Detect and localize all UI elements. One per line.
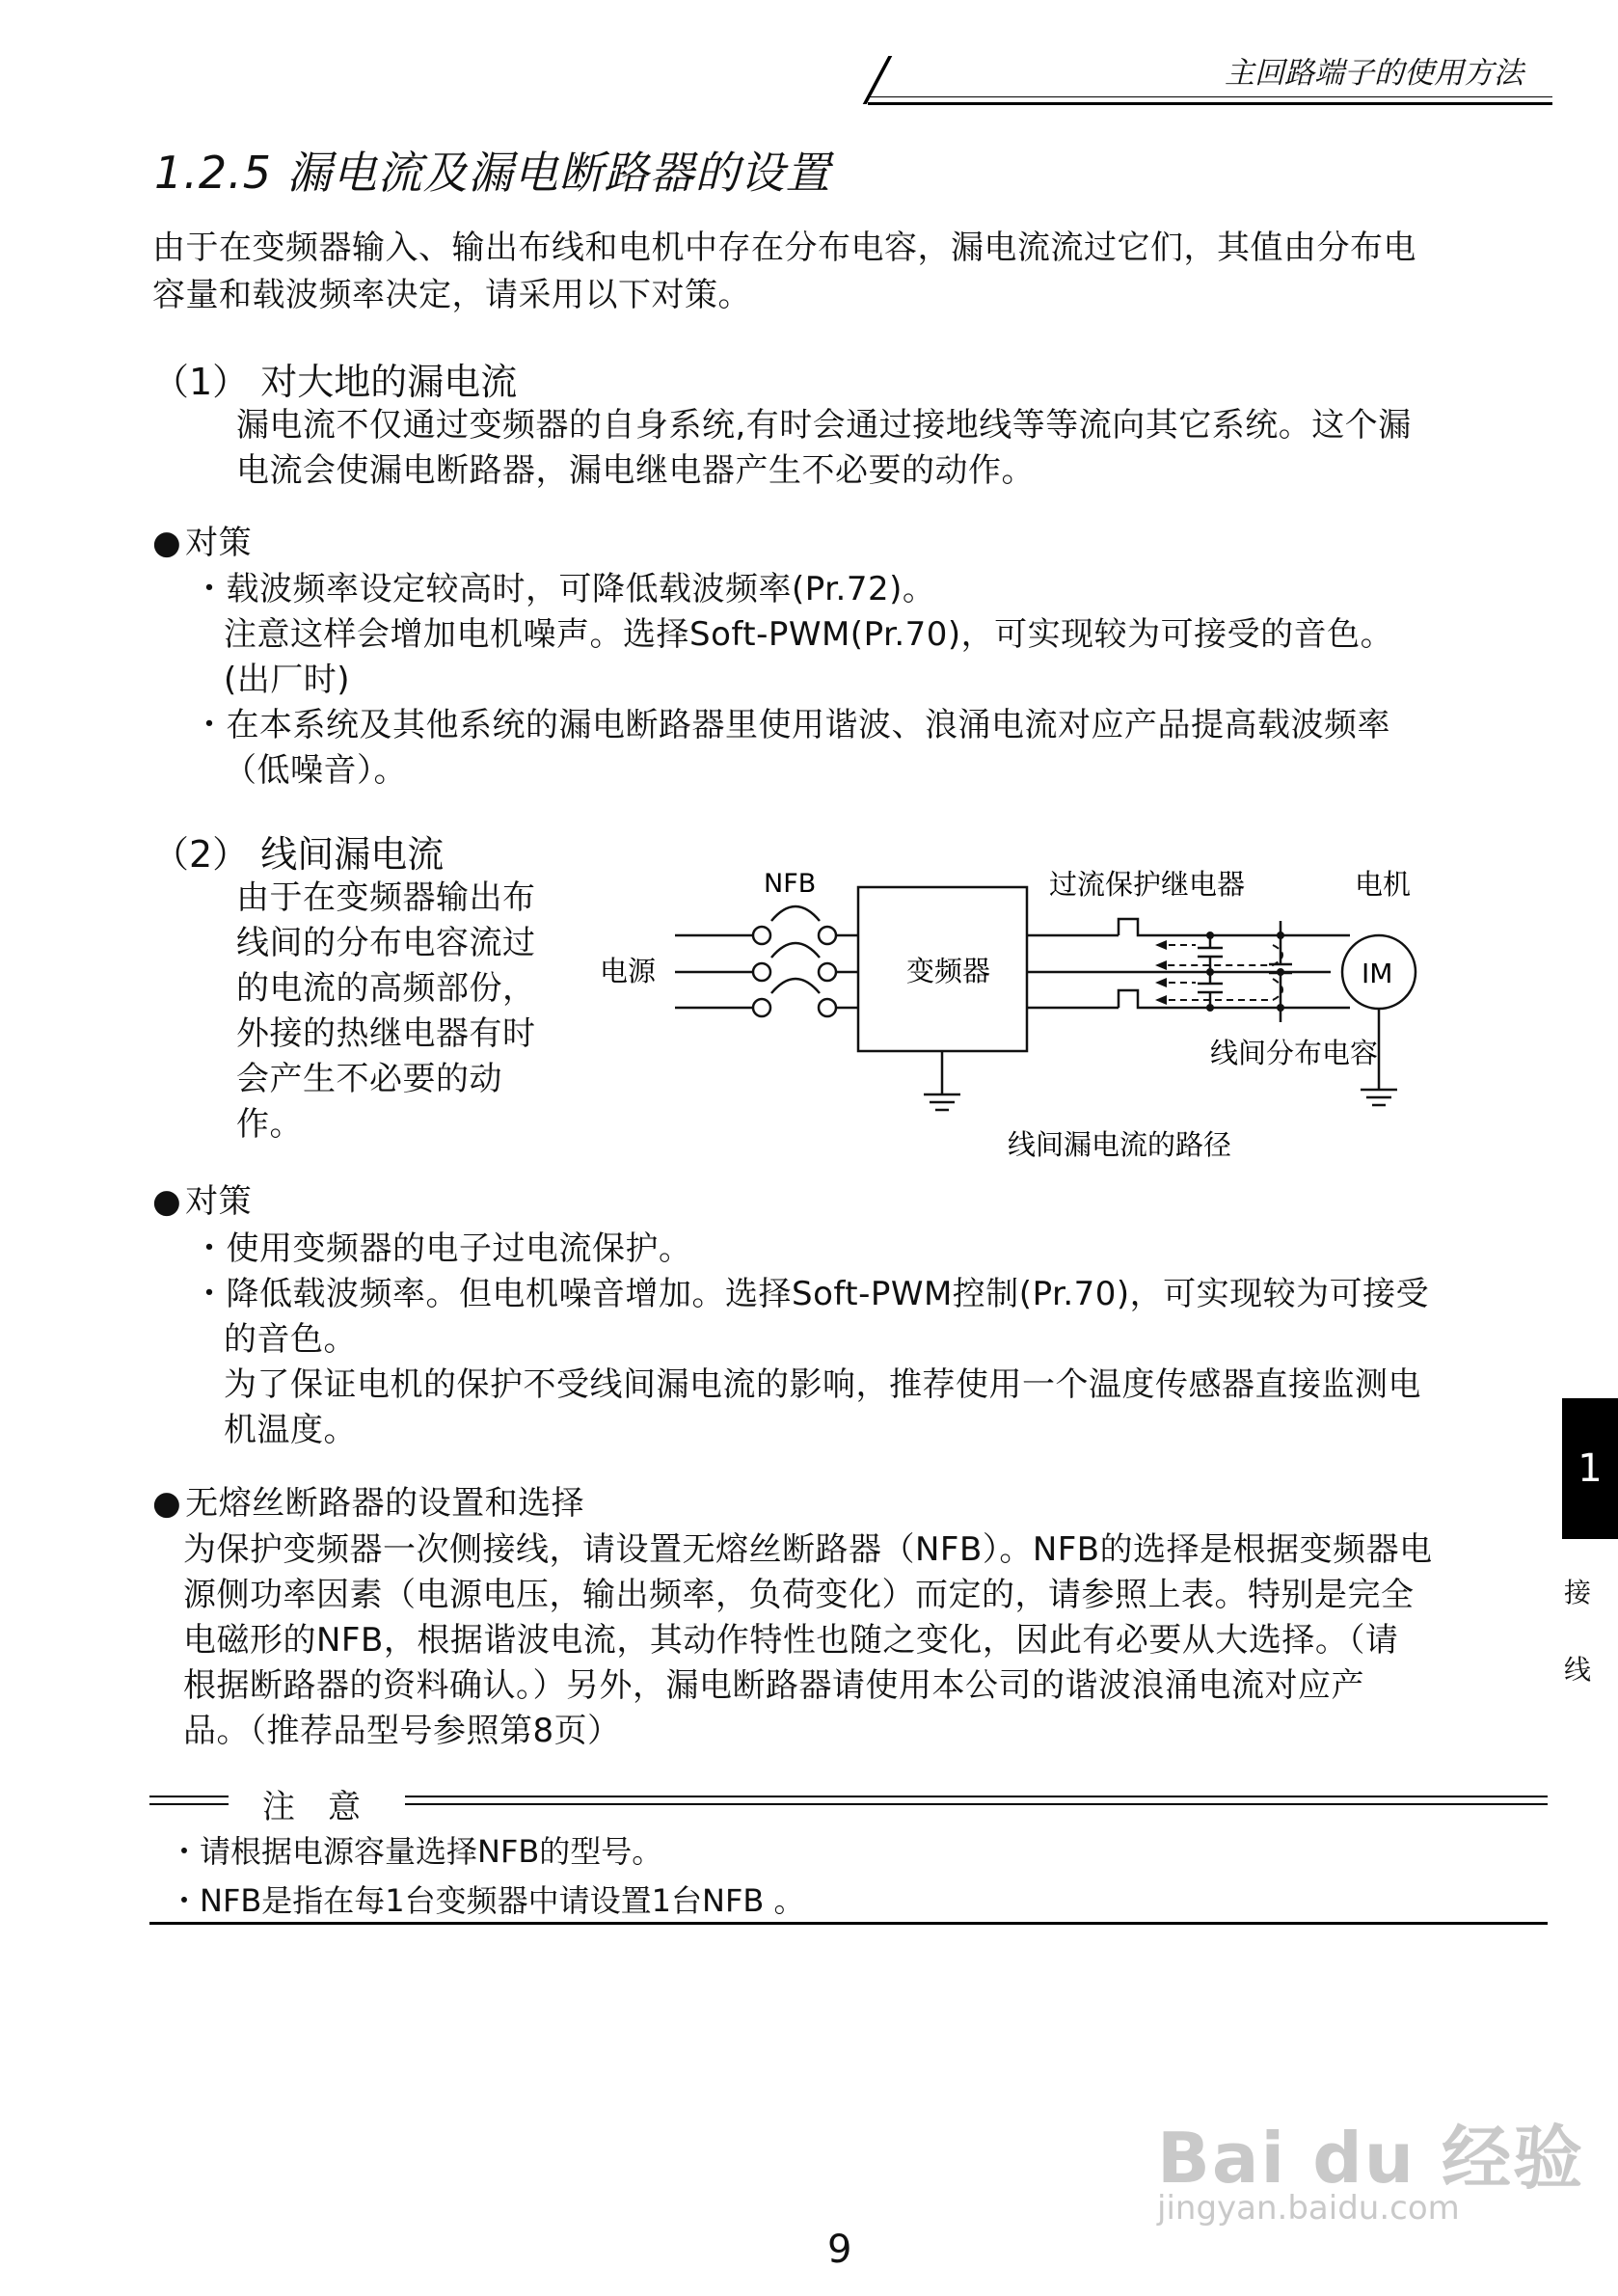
relay-element [1119, 919, 1331, 935]
nfb-contact [753, 927, 770, 944]
measures-2-bullet-2-line-3: 为了保证电机的保护不受线间漏电流的影响，推荐使用一个温度传感器直接监测电 [224, 1365, 1421, 1404]
line-leakage-diagram [579, 863, 1562, 1172]
intro-line-1: 由于在变频器输入、输出布线和电机中存在分布电容，漏电流流过它们，其值由分布电 [152, 229, 1416, 267]
nfb-contact [819, 999, 836, 1016]
page-number: 9 [827, 2228, 852, 2272]
capacitance-label: 线间分布电容 [1210, 1037, 1379, 1069]
subsection-1-body-2: 电流会使漏电断路器，漏电继电器产生不必要的动作。 [236, 451, 1035, 490]
arrow-head [1155, 995, 1167, 1005]
subsection-2-body-line-4: 外接的热继电器有时 [236, 1014, 536, 1053]
subsection-2-body-line-6: 作。 [236, 1105, 303, 1144]
measures-2-bullet-2-line-1: ・降低载波频率。但电机噪音增加。选择Soft-PWM控制(Pr.70)，可实现较为可接受 [193, 1275, 1430, 1313]
measures-1-bullet-2-line-2: （低噪音）。 [224, 751, 407, 790]
diagram-caption: 线间漏电流的路径 [1008, 1128, 1232, 1161]
section-title: 1.2.5 漏电流及漏电断路器的设置 [154, 147, 831, 199]
subsection-2-body-line-1: 由于在变频器输出布 [236, 878, 536, 917]
notice-bottom-rule [149, 1922, 1548, 1925]
power-label: 电源 [600, 955, 657, 987]
nfb-section-line-5: 品。（推荐品型号参照第8页） [183, 1712, 621, 1750]
nfb-section-line-2: 源侧功率因素（电源电压，输出频率，负荷变化）而定的，请参照上表。特别是完全 [183, 1576, 1415, 1614]
measures-2-title: ● 对策 [152, 1179, 252, 1225]
relay-element [1119, 990, 1331, 1008]
header-rule-thin [868, 96, 1552, 97]
watermark-url: jingyan.baidu.com [1157, 2189, 1460, 2228]
measures-1-bullet-1-line-1: ・载波频率设定较高时，可降低载波频率(Pr.72)。 [193, 570, 936, 608]
subsection-2-body-line-5: 会产生不必要的动 [236, 1060, 502, 1098]
measures-1-bullet-1-line-2: 注意这样会增加电机噪声。选择Soft-PWM(Pr.70)，可实现较为可接受的音色。 [224, 615, 1394, 654]
subsection-2-heading: （2） 线间漏电流 [152, 833, 445, 876]
notice-item-1: ・请根据电源容量选择NFB的型号。 [169, 1833, 663, 1870]
notice-rule-right [405, 1796, 1548, 1797]
nfb-section-line-4: 根据断路器的资料确认。）另外，漏电断路器请使用本公司的谐波浪涌电流对应产 [183, 1666, 1364, 1705]
nfb-contact [753, 963, 770, 981]
subsection-2-body-line-2: 线间的分布电容流过 [236, 924, 536, 962]
measures-1-bullet-1-line-3: (出厂时) [224, 661, 351, 699]
nfb-contact [753, 999, 770, 1016]
notice-rule-left [149, 1796, 229, 1797]
nfb-contact [819, 963, 836, 981]
inverter-label: 变频器 [906, 955, 991, 987]
subsection-1-heading: （1） 对大地的漏电流 [152, 361, 518, 403]
subsection-2-body-line-3: 的电流的高频部份， [236, 969, 536, 1008]
nfb-arc [771, 906, 820, 921]
arrow-head [1155, 978, 1167, 987]
chapter-label-top: 接 [1564, 1577, 1592, 1608]
nfb-contact [819, 927, 836, 944]
notice-rule-left [149, 1803, 229, 1805]
chapter-tab: 1 [1562, 1398, 1618, 1539]
header-rule [868, 102, 1552, 105]
measures-2-bullet-2-line-4: 机温度。 [224, 1411, 357, 1449]
measures-2-bullet-1: ・使用变频器的电子过电流保护。 [193, 1229, 692, 1268]
relay-label: 过流保护继电器 [1049, 868, 1246, 901]
subsection-1-body-1: 漏电流不仅通过变频器的自身系统,有时会通过接地线等等流向其它系统。这个漏 [236, 406, 1412, 445]
nfb-arc [771, 979, 820, 993]
header-title: 主回路端子的使用方法 [1225, 56, 1524, 91]
im-label: IM [1362, 958, 1393, 989]
leakage-path [1157, 979, 1282, 1000]
measures-1-title: ● 对策 [152, 521, 252, 566]
measures-1-bullet-2-line-1: ・在本系统及其他系统的漏电断路器里使用谐波、浪涌电流对应产品提高载波频率 [193, 706, 1390, 744]
nfb-section-line-1: 为保护变频器一次侧接线，请设置无熔丝断路器（NFB）。NFB的选择是根据变频器电 [183, 1530, 1433, 1569]
notice-rule-right [405, 1803, 1548, 1805]
measures-2-bullet-2-line-2: 的音色。 [224, 1320, 357, 1359]
motor-label: 电机 [1355, 868, 1412, 901]
chapter-label-bottom: 线 [1564, 1654, 1592, 1686]
nfb-label: NFB [764, 869, 817, 899]
arrow-head [1155, 940, 1167, 950]
nfb-arc [771, 943, 820, 958]
notice-title: 注 意 [262, 1788, 361, 1826]
intro-line-2: 容量和载波频率决定，请采用以下对策。 [152, 276, 751, 314]
watermark-brand: Bai du 经验 [1157, 2118, 1585, 2199]
nfb-section-line-3: 电磁形的NFB，根据谐波电流，其动作特性也随之变化，因此有必要从大选择。（请 [183, 1621, 1399, 1660]
notice-item-2: ・NFB是指在每1台变频器中请设置1台NFB 。 [169, 1882, 805, 1919]
arrow-head [1155, 960, 1167, 970]
nfb-section-title: ● 无熔丝断路器的设置和选择 [152, 1481, 584, 1526]
